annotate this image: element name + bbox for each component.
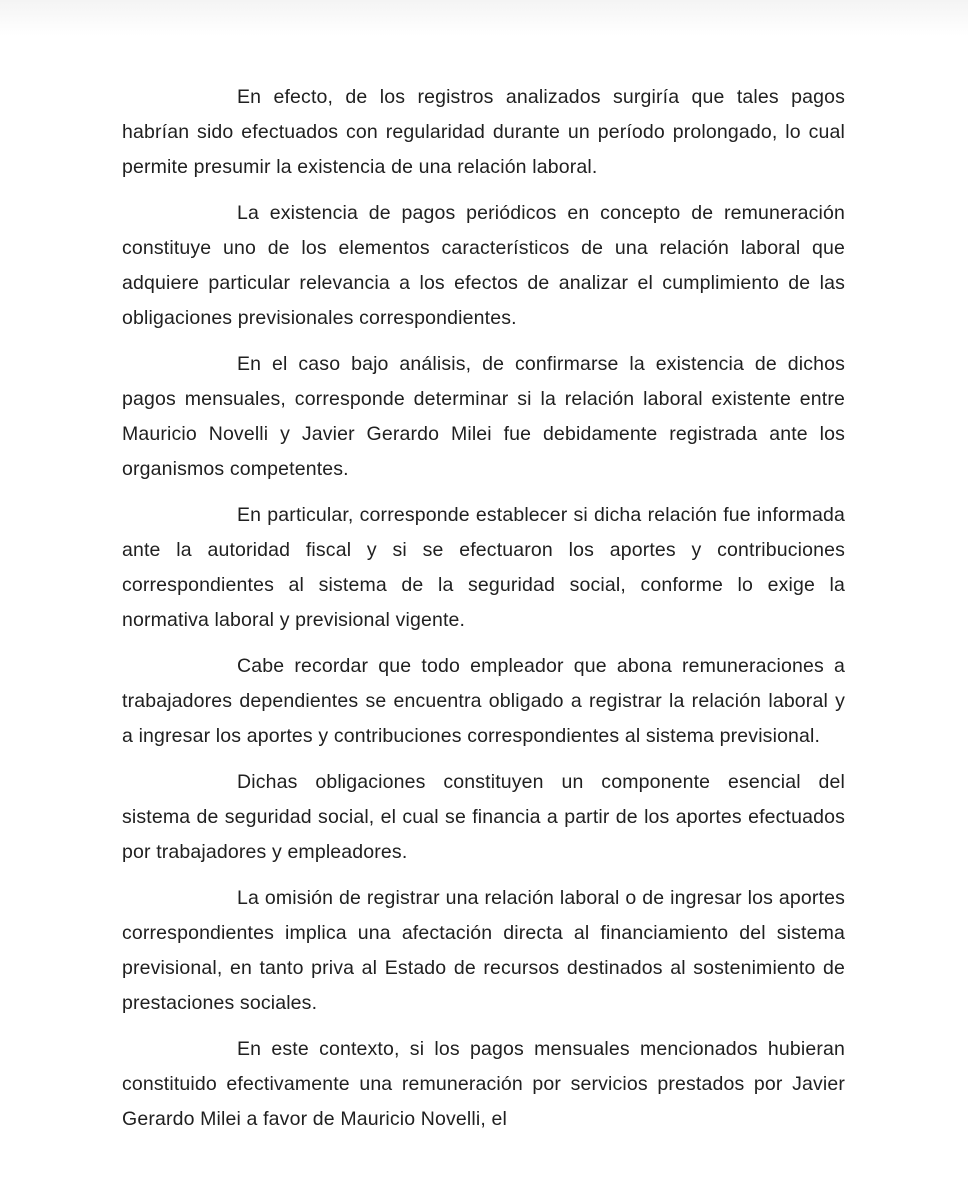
paragraph: En efecto, de los registros analizados surgiría que tales pagos habrían sido efectuados con regularidad durante un período prolongado, lo cual permite presumir la existencia de una relación laboral. [122, 86, 845, 178]
paragraph: En este contexto, si los pagos mensuales mencionados hubieran constituido efectivamente una remuneración por servicios prestados por Javier Gerardo Milei a favor de Mauricio Novelli, el [122, 1038, 845, 1130]
paragraph: En particular, corresponde establecer si dicha relación fue informada ante la autoridad fiscal y si se efectuaron los aportes y contribuciones correspondientes al sistema de la seguridad social, conforme lo exige la normativa laboral y previsional vigente. [122, 504, 845, 631]
document-body [122, 80, 845, 1137]
paragraph: Cabe recordar que todo empleador que abona remuneraciones a trabajadores dependientes se encuentra obligado a registrar la relación laboral y a ingresar los aportes y contribuciones correspondientes al sistema previsional. [122, 655, 845, 747]
page-top-edge [0, 0, 968, 36]
paragraph: La omisión de registrar una relación laboral o de ingresar los aportes correspondientes implica una afectación directa al financiamiento del sistema previsional, en tanto priva al Estado de recursos destinados al sostenimiento de prestaciones sociales. [122, 887, 845, 1014]
paragraph: Dichas obligaciones constituyen un componente esencial del sistema de seguridad social, el cual se financia a partir de los aportes efectuados por trabajadores y empleadores. [122, 771, 845, 863]
paragraph: La existencia de pagos periódicos en concepto de remuneración constituye uno de los elementos característicos de una relación laboral que adquiere particular relevancia a los efectos de analizar el cumplimiento de las obligaciones previsionales correspondientes. [122, 202, 845, 329]
paragraph: En el caso bajo análisis, de confirmarse la existencia de dichos pagos mensuales, corresponde determinar si la relación laboral existente entre Mauricio Novelli y Javier Gerardo Milei fue debidamente registrada ante los organismos competentes. [122, 353, 845, 480]
